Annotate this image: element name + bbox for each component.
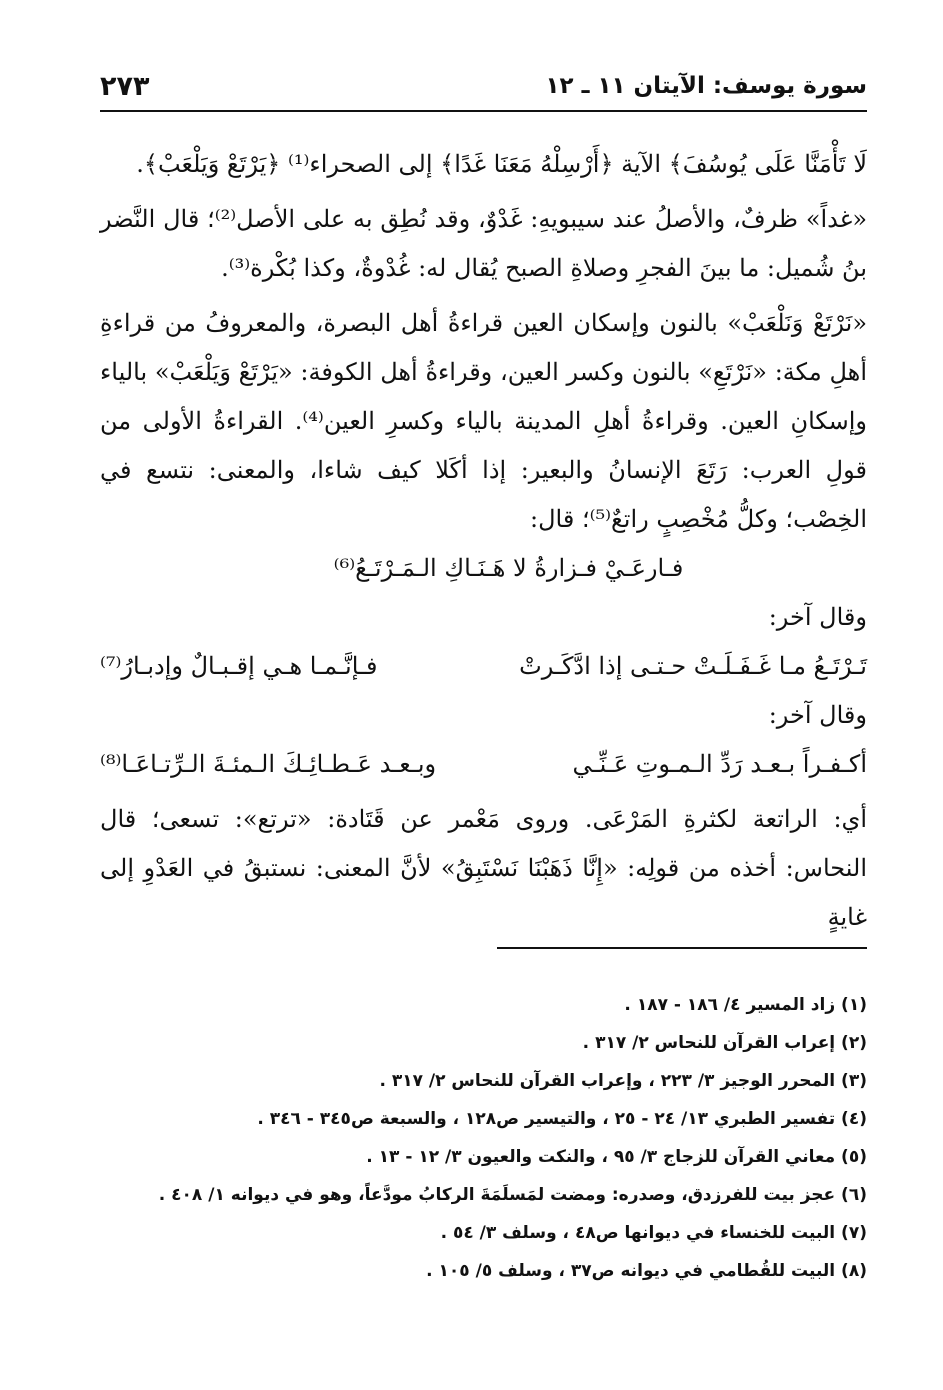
paragraph-readings: «نَرْتَعْ وَنَلْعَبْ» بالنون وإسكان العين قراءةُ أهل البصرة، والمعروفُ من قراءةِ أهلِ مكة: «نَرْتَعِ» بالنون وكسر العين، وقراءةُ أهل الكوفة: «يَرْتَعْ وَيَلْعَبْ» بالياء وإسكانِ العين. وقراءةُ أهلِ المدينة بالياء وكسرِ العين⁽⁴⁾. القراءةُ الأولى من قولِ العرب: رَتَعَ الإنسانُ والبعير: إذا أكَلا كيف شاءا، والمعنى: نتسع في الخِصْب؛ وكلُّ مُخْصِبٍ راتعٌ⁽⁵⁾؛ قال:: [100, 309, 868, 533]
footnote: (٤) تفسير الطبري ١٣/ ٢٤ - ٢٥ ، والتيسير ص١٢٨ ، والسبعة ص٣٤٥ - ٣٤٦ .: [257, 1109, 867, 1129]
poem-verse-3: [100, 740, 867, 789]
paragraph-explanation: أي: الراتعة لكثرةِ المَرْعَى. وروى مَعْمر عن قَتَادة: «ترتع»: تسعى؛ قال النحاس: أخذه من قولِه: «إِنَّا ذَهَبْنَا نَسْتَبِقُ» لأنَّ المعنى: نستبقُ في العَدْوِ إلى غايةٍ: [100, 805, 867, 931]
footnote-separator: [497, 947, 867, 949]
footnote: (٣) المحرر الوجيز ٣/ ٢٢٣ ، وإعراب القرآن للنحاس ٢/ ٣١٧ .: [379, 1071, 867, 1091]
paragraph-verse-quote: لَا تَأْمَنَّا عَلَى يُوسُفَ﴾ الآية ﴿أَرْسِلْهُ مَعَنَا غَدًا﴾ إلى الصحراء⁽¹⁾ ﴿يَرْتَعْ وَيَلْعَبْ﴾.: [136, 150, 867, 178]
poem-line-1: فـارعَـيْ فـزارةُ لا هَـنَـاكِ الـمَـرْتَـعُ⁽⁶⁾: [333, 554, 684, 582]
footnotes: [100, 986, 867, 1290]
hemistich-first: أكـفـراً بـعـد رَدِّ الـمـوتِ عَـنِّـي: [572, 750, 867, 778]
page-number: ٢٧٣: [100, 70, 150, 102]
footnote: (١) زاد المسير ٤/ ١٨٦ - ١٨٧ .: [624, 995, 867, 1015]
hemistich-second: فـإنَّـمـا هـي إقـبـالٌ وإدبـارُ⁽⁷⁾: [100, 652, 378, 680]
footnote: (٨) البيت للقُطامي في ديوانه ص٣٧ ، وسلف ٥/ ١٠٥ .: [426, 1261, 867, 1281]
hemistich-first: تَـرْتَـعُ مـا غَـفَـلَـتْ حـتـى إذا ادَّكَـرتْ: [519, 652, 867, 680]
footnote: (٧) البيت للخنساء في ديوانها ص٤٨ ، وسلف ٣/ ٥٤ .: [440, 1223, 867, 1243]
hemistich-second: وبـعـد عَـطـائِـكَ الـمئـةَ الـرِّتـاعَـا⁽⁸⁾: [100, 750, 437, 778]
poem-intro-3: وقال آخر:: [768, 701, 867, 729]
paragraph-ghadan: «غداً» ظرفٌ، والأصلُ عند سيبويهِ: غَدْوٌ، وقد نُطِق به على الأصل⁽²⁾؛ قال النَّضر بنُ شُميل: ما بينَ الفجرِ وصلاةِ الصبح يُقال له: غُدْوةٌ، وكذا بُكْرة⁽³⁾.: [100, 205, 868, 282]
main-text: [100, 140, 867, 942]
footnote: (٥) معاني القرآن للزجاج ٣/ ٩٥ ، والنكت والعيون ٣/ ١٢ - ١٣ .: [366, 1147, 867, 1167]
footnote: (٢) إعراب القرآن للنحاس ٢/ ٣١٧ .: [582, 1033, 867, 1053]
poem-intro-2: وقال آخر:: [768, 603, 867, 631]
poem-verse-2: [100, 642, 867, 691]
running-title: سورة يوسف: الآيتان ١١ ـ ١٢: [545, 73, 867, 99]
footnote: (٦) عجز بيت للفرزدق، وصدره: ومضت لمَسلَمَةَ الركابُ مودَّعاً، وهو في ديوانه ١/ ٤٠٨ .: [158, 1185, 867, 1205]
page-header: [100, 62, 867, 112]
